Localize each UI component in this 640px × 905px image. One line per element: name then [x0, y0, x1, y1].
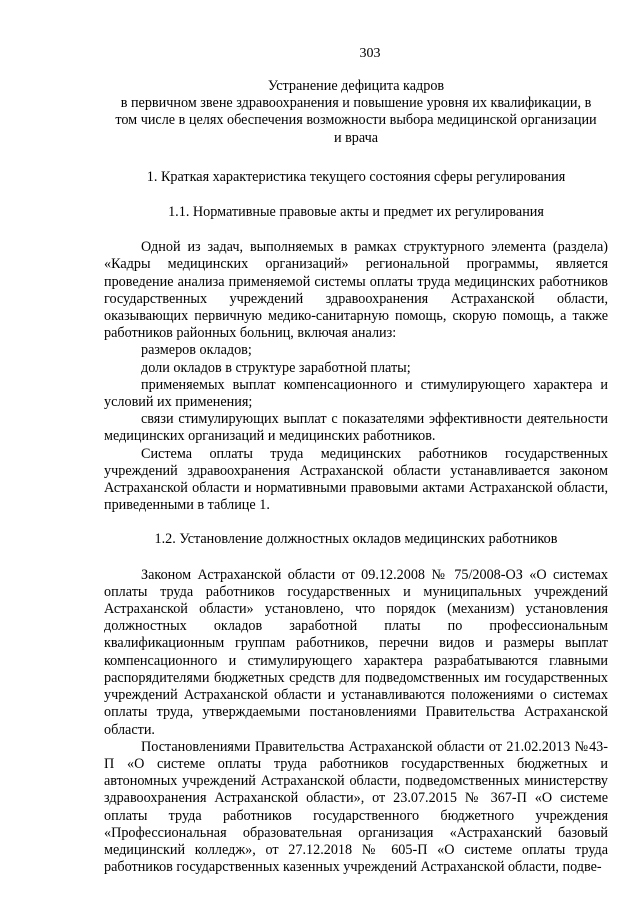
section-1-2-heading: 1.2. Установление должностных окладов медицинских работников: [154, 531, 558, 548]
analysis-list-item: размеров окладов;: [141, 342, 252, 359]
section-1-1-intro-paragraph: Одной из задач, выполняемых в рамках структурного элемента (раздела) «Кадры медицинских организаций» региональной программы, является проведение анализа применяемой системы оплаты труда медицинских работников государственных учреждений здравоохранения Астраханской области, оказывающих первичную медико-санитарную помощь, скорую помощь, а также работников районных больниц, включая анализ:: [104, 239, 608, 342]
title-line: том числе в целях обеспечения возможности выбора медицинской организации: [115, 112, 597, 129]
section-1-1-system-paragraph: Система оплаты труда медицинских работников государственных учреждений здравоохранения Астраханской области устанавливается законом Астраханской области и нормативными правовыми актами Астраханской области, приведенными в таблице 1.: [104, 445, 608, 514]
page-number: 303: [359, 46, 381, 61]
section-1-heading: 1. Краткая характеристика текущего состояния сферы регулирования: [146, 168, 566, 185]
analysis-list-item: связи стимулирующих выплат с показателями эффективности деятельности медицинских организаций и медицинских работников.: [104, 411, 608, 445]
analysis-list-item: применяемых выплат компенсационного и стимулирующего характера и условий их применения;: [104, 376, 608, 411]
section-1-2-law-paragraph: Законом Астраханской области от 09.12.2008 № 75/2008-ОЗ «О системах оплаты труда работников государственных и муниципальных учреждений Астраханской области» установлено, что порядок (механизм) установления должностных окладов заработной платы по профессиональным квалификационным группам работников, перечни видов и размеры выплат компенсационного и стимулирующего характера разрабатываются главными распорядителями бюджетных средств для подведомственных им государственных учреждений Астраханской области и устанавливаются положениями о системах оплаты труда, утверждаемыми постановлениями Правительства Астраханской области.: [104, 566, 608, 738]
section-1-1-heading: 1.1. Нормативные правовые акты и предмет их регулирования: [168, 204, 544, 221]
analysis-list-item: доли окладов в структуре заработной платы;: [141, 359, 411, 376]
document-body: [104, 78, 608, 876]
title-line: и врача: [333, 129, 379, 146]
title-line: Устранение дефицита кадров: [267, 78, 445, 94]
section-1-2-resolutions-paragraph: Постановлениями Правительства Астраханской области от 21.02.2013 №43-П «О системе оплаты труда работников государственных бюджетных и автономных учреждений Астраханской области, подведомственных министерству здравоохранения Астраханской области», от 23.07.2015 № 367-П «О системе оплаты труда работников государственного бюджетного учреждения «Профессиональная образовательная организация «Астраханский базовый медицинский колледж», от 27.12.2018 № 605-П «О системе оплаты труда работников государственных казенных учреждений Астраханской области, подве-: [104, 738, 608, 876]
title-line: в первичном звене здравоохранения и повышение уровня их квалификации, в: [120, 95, 592, 112]
document-title: [104, 78, 608, 147]
